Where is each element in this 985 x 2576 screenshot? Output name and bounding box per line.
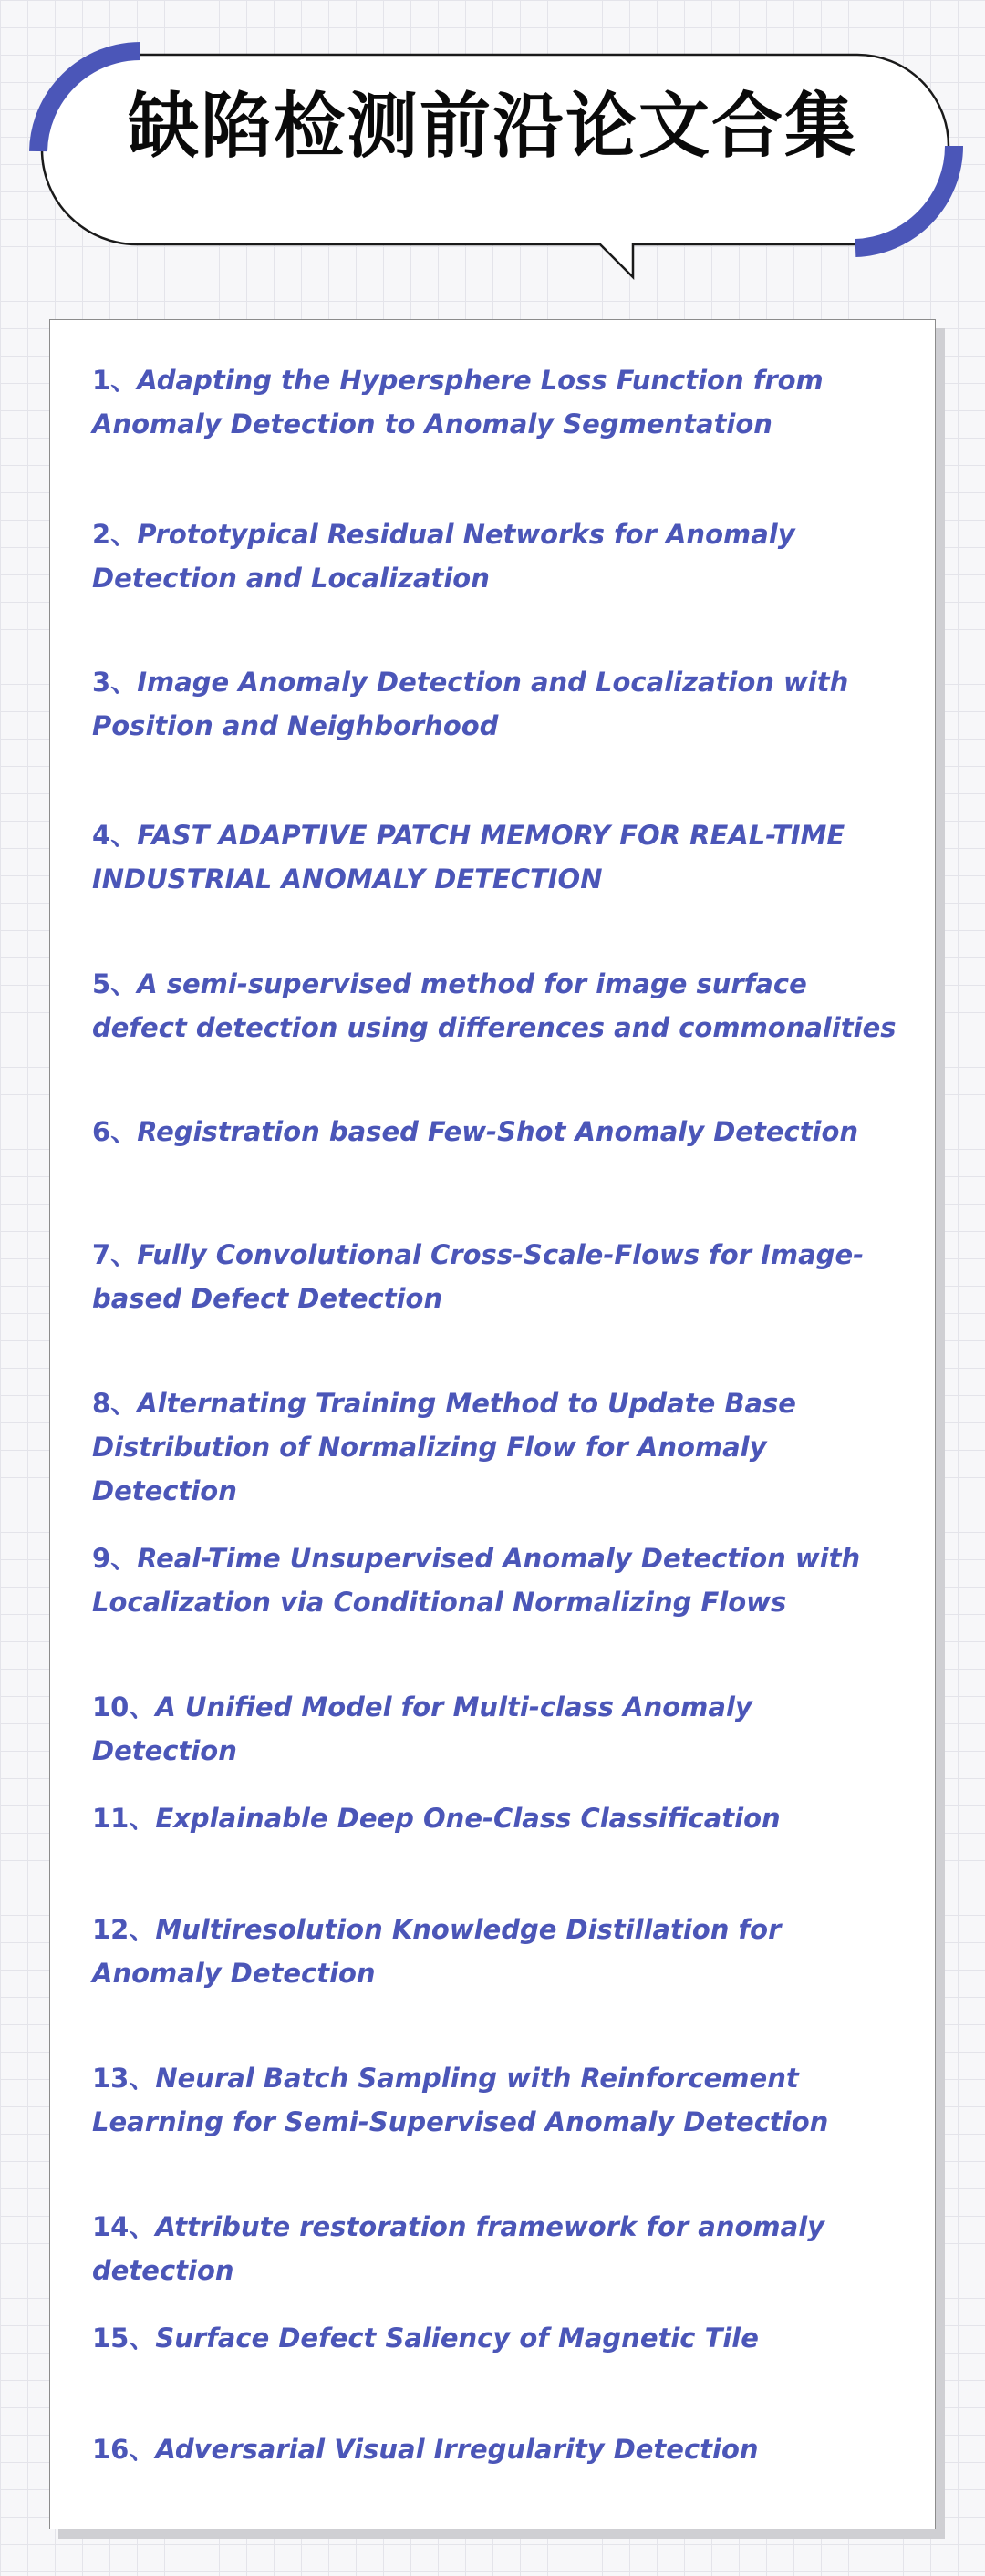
paper-item: [92, 1233, 904, 1320]
paper-item: [92, 2056, 904, 2144]
page-title: 缺陷检测前沿论文合集: [127, 86, 857, 168]
paper-item: [92, 2427, 904, 2471]
paper-number: 12、: [92, 1914, 156, 1945]
paper-title: Real-Time Unsupervised Anomaly Detection with Localization via Conditional Normalizing Flows: [92, 1543, 861, 1618]
paper-number: 13、: [92, 2063, 156, 2094]
paper-item: [92, 962, 904, 1050]
paper-item: [92, 1536, 904, 1624]
paper-item: [92, 2205, 904, 2292]
paper-title: Registration based Few-Shot Anomaly Detection: [137, 1116, 859, 1147]
paper-item: [92, 2316, 904, 2360]
paper-item: [92, 1110, 904, 1154]
paper-number: 10、: [92, 1691, 156, 1723]
paper-item: [92, 1796, 904, 1840]
paper-item: [92, 512, 904, 600]
paper-title: Surface Defect Saliency of Magnetic Tile: [155, 2323, 759, 2354]
paper-item: [92, 358, 904, 446]
paper-number: 4、: [92, 820, 138, 851]
paper-number: 6、: [92, 1116, 138, 1147]
paper-item: [92, 1685, 904, 1773]
paper-number: 8、: [92, 1388, 138, 1419]
paper-number: 14、: [92, 2211, 156, 2242]
paper-number: 16、: [92, 2434, 156, 2465]
paper-title: A Unified Model for Multi-class Anomaly Detection: [92, 1691, 752, 1766]
paper-title: Multiresolution Knowledge Distillation for Anomaly Detection: [92, 1914, 782, 1989]
paper-number: 15、: [92, 2323, 156, 2354]
paper-number: 2、: [92, 519, 138, 550]
paper-number: 11、: [92, 1803, 156, 1834]
paper-title: Explainable Deep One-Class Classification: [155, 1803, 781, 1834]
paper-title: Fully Convolutional Cross-Scale-Flows for Image-based Defect Detection: [92, 1239, 865, 1314]
paper-number: 9、: [92, 1543, 138, 1574]
paper-item: [92, 813, 904, 901]
paper-title: Alternating Training Method to Update Base Distribution of Normalizing Flow for Anomaly Detection: [92, 1388, 796, 1506]
paper-title: Adapting the Hypersphere Loss Function from Anomaly Detection to Anomaly Segmentation: [92, 365, 824, 440]
paper-list-card: [49, 319, 936, 2529]
paper-title: Image Anomaly Detection and Localization with Position and Neighborhood: [92, 667, 849, 741]
paper-number: 5、: [92, 968, 138, 999]
paper-title: Neural Batch Sampling with Reinforcement Learning for Semi-Supervised Anomaly Detection: [92, 2063, 829, 2137]
paper-item: [92, 660, 904, 748]
paper-number: 1、: [92, 365, 138, 396]
paper-title: Attribute restoration framework for anomaly detection: [92, 2211, 825, 2286]
paper-number: 3、: [92, 667, 138, 698]
paper-title: FAST ADAPTIVE PATCH MEMORY FOR REAL-TIME INDUSTRIAL ANOMALY DETECTION: [92, 820, 845, 895]
paper-number: 7、: [92, 1239, 138, 1270]
paper-item: [92, 1381, 904, 1513]
paper-title: Prototypical Residual Networks for Anomaly Detection and Localization: [92, 519, 795, 594]
paper-title: Adversarial Visual Irregularity Detection: [155, 2434, 759, 2465]
paper-title: A semi-supervised method for image surface defect detection using differences and commonalities: [92, 968, 897, 1043]
paper-item: [92, 1908, 904, 1995]
